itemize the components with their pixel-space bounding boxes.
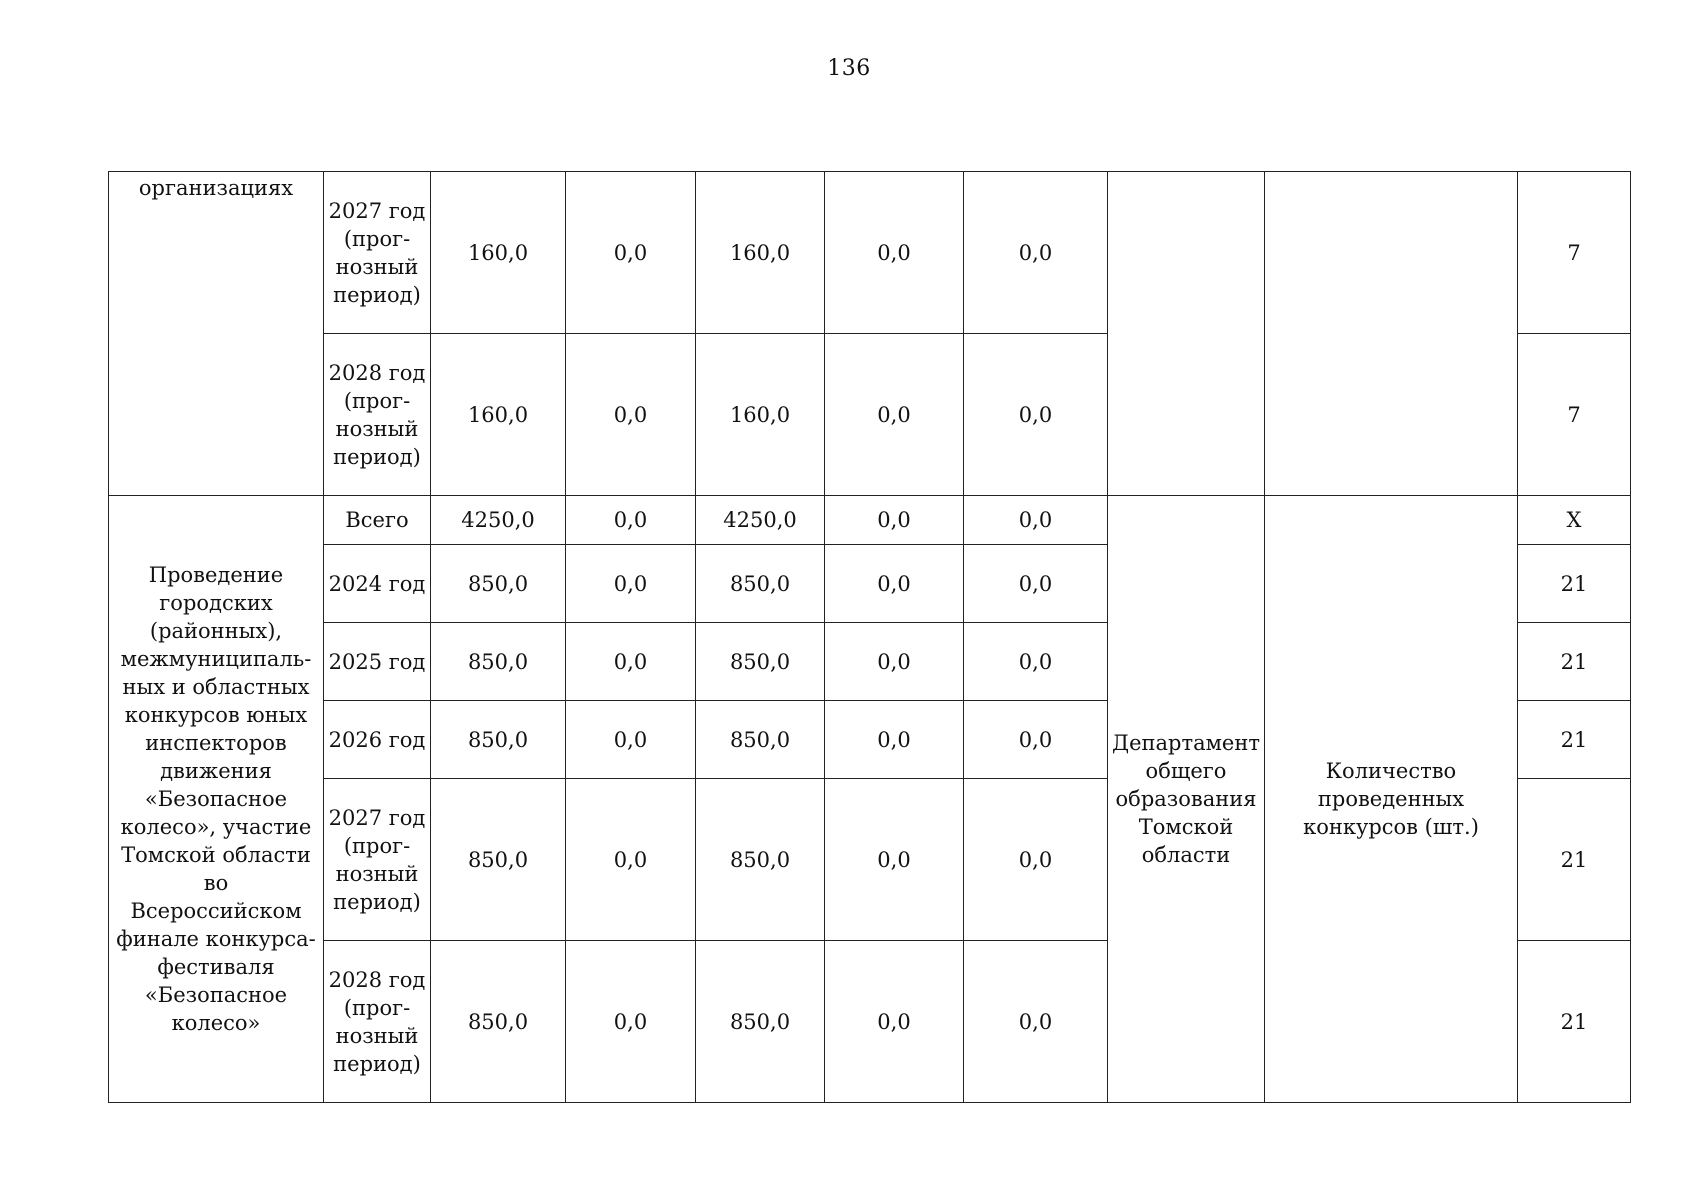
value-cell: 0,0 [566,496,696,545]
value-cell: 850,0 [696,779,825,941]
value-cell: 0,0 [566,623,696,701]
value-cell: 0,0 [964,334,1108,496]
indicator-value-cell: X [1518,496,1631,545]
value-cell: 0,0 [825,334,964,496]
value-cell: 0,0 [825,623,964,701]
value-cell: 4250,0 [431,496,566,545]
value-cell: 0,0 [964,172,1108,334]
indicator-value-cell: 21 [1518,545,1631,623]
value-cell: 160,0 [431,172,566,334]
year-cell: 2028 год (прог-нозный период) [324,334,431,496]
page-number: 136 [827,56,871,81]
value-cell: 160,0 [696,172,825,334]
indicator-value-cell: 7 [1518,334,1631,496]
table-row [109,172,1631,334]
activity-cell: Проведение городских (районных), межмуниципаль-ных и областных конкурсов юных инспекторов движения «Безопасное колесо», участие Томской области во Всероссийском финале конкурса-фестиваля «Безопасное колесо» [109,496,324,1103]
year-cell: 2025 год [324,623,431,701]
value-cell: 0,0 [825,172,964,334]
value-cell: 850,0 [431,779,566,941]
value-cell: 0,0 [566,334,696,496]
value-cell: 850,0 [696,701,825,779]
value-cell: 0,0 [825,779,964,941]
executor-cell: Департамент общего образования Томской области [1108,496,1265,1103]
year-cell: Всего [324,496,431,545]
year-cell: 2026 год [324,701,431,779]
value-cell: 160,0 [431,334,566,496]
value-cell: 850,0 [431,941,566,1103]
indicator-value-cell: 21 [1518,701,1631,779]
indicator-cell: Количество проведенных конкурсов (шт.) [1265,496,1518,1103]
indicator-value-cell: 21 [1518,623,1631,701]
value-cell: 0,0 [566,172,696,334]
value-cell: 850,0 [696,623,825,701]
activity-cell: организациях [109,172,324,496]
value-cell: 0,0 [964,496,1108,545]
indicator-value-cell: 7 [1518,172,1631,334]
value-cell: 0,0 [964,701,1108,779]
value-cell: 160,0 [696,334,825,496]
indicator-cell [1265,172,1518,496]
executor-cell [1108,172,1265,496]
value-cell: 4250,0 [696,496,825,545]
value-cell: 0,0 [964,545,1108,623]
indicator-value-cell: 21 [1518,941,1631,1103]
value-cell: 0,0 [825,496,964,545]
value-cell: 0,0 [964,941,1108,1103]
value-cell: 0,0 [566,779,696,941]
year-cell: 2027 год (прог-нозный период) [324,779,431,941]
value-cell: 0,0 [964,779,1108,941]
value-cell: 850,0 [431,623,566,701]
value-cell: 0,0 [566,545,696,623]
value-cell: 0,0 [825,545,964,623]
year-cell: 2024 год [324,545,431,623]
value-cell: 0,0 [566,701,696,779]
value-cell: 850,0 [431,545,566,623]
value-cell: 0,0 [566,941,696,1103]
value-cell: 850,0 [431,701,566,779]
year-cell: 2027 год (прог-нозный период) [324,172,431,334]
value-cell: 850,0 [696,545,825,623]
year-cell: 2028 год (прог-нозный период) [324,941,431,1103]
value-cell: 850,0 [696,941,825,1103]
value-cell: 0,0 [964,623,1108,701]
value-cell: 0,0 [825,701,964,779]
indicator-value-cell: 21 [1518,779,1631,941]
budget-table [108,171,1631,1103]
table-row [109,496,1631,545]
value-cell: 0,0 [825,941,964,1103]
